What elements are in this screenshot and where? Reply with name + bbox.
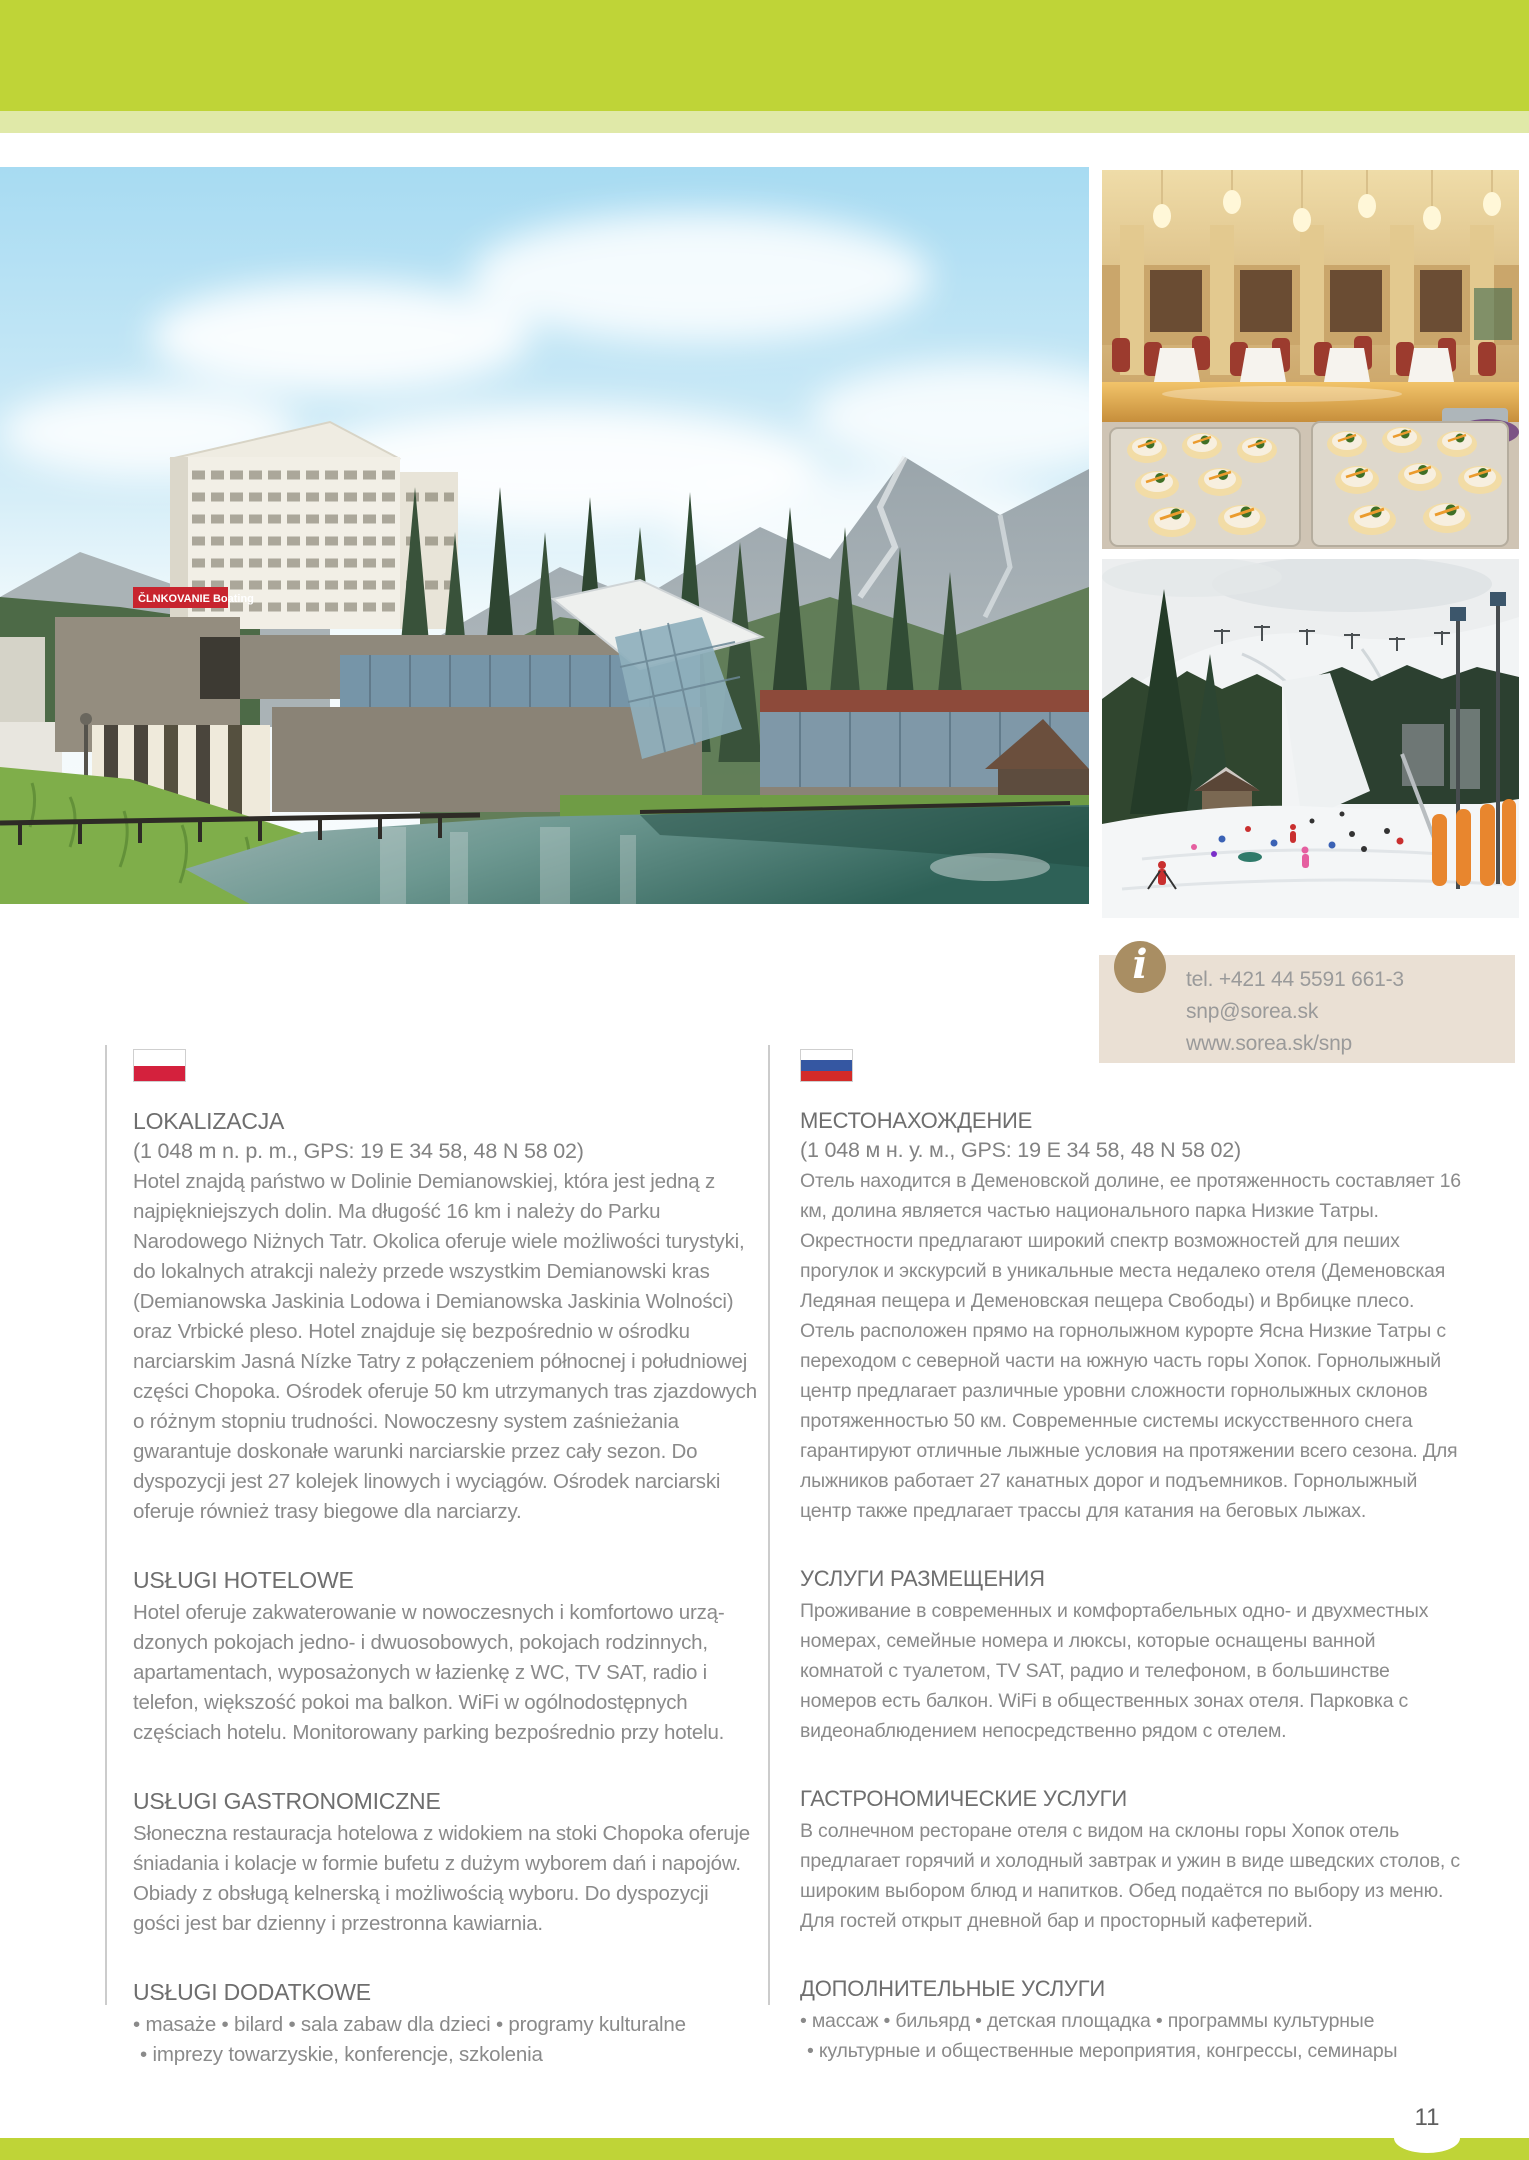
page-number: 11 bbox=[1414, 2104, 1440, 2131]
russian-column bbox=[800, 1049, 1462, 2106]
section-heading: ДОПОЛНИТЕЛЬНЫЕ УСЛУГИ bbox=[800, 1976, 1106, 2001]
header-green-bar bbox=[0, 0, 1529, 111]
section-uslugi-dodatkowe bbox=[133, 1979, 758, 2070]
section-heading: USŁUGI HOTELOWE bbox=[133, 1567, 354, 1593]
boating-sign: ČLNKOVANIE Boating bbox=[138, 593, 254, 605]
section-heading: USŁUGI DODATKOWE bbox=[133, 1979, 371, 2005]
section-uslugi-razmeshcheniya bbox=[800, 1566, 1462, 1746]
ski-slope-photo bbox=[1102, 559, 1519, 918]
bullet-line: • masaże • bilard • sala zabaw dla dzieci • programy kulturalne bbox=[133, 2013, 686, 2036]
section-body: Hotel oferuje zakwaterowanie w nowoczesnych i komfortowo urzą-dzonych pokojach jedno- i dwuosobowych, pokojach rodzinnych, apartamentach, wyposażonych w łazienkę z WC, TV SAT, radio i telefon, większość pokoi ma balkon. WiFi w ogólnodostępnych częściach hotelu. Monitorowany parking bezpośrednio przy hotelu. bbox=[133, 1601, 725, 1744]
bullet-line: • imprezy towarzyskie, konferencje, szkolenia bbox=[140, 2043, 543, 2066]
header-light-strip bbox=[0, 111, 1529, 133]
russian-column-rule bbox=[768, 1045, 770, 2005]
section-uslugi-hotelowe bbox=[133, 1567, 758, 1748]
bullet-line: • массаж • бильярд • детская площадка • программы культурные bbox=[800, 2010, 1375, 2032]
contact-website: www.sorea.sk/snp bbox=[1186, 1032, 1353, 1055]
section-heading: МЕСТОНАХОЖДЕНИЕ bbox=[800, 1108, 1033, 1133]
section-body: Проживание в современных и комфортабельных одно- и двухместных номерах, семейные номера и люксы, которые оснащены ванной комнатой с туалетом, TV SAT, радио и телефоном, в большинстве номеров есть балкон. WiFi в общественных зонах отеля. Парковка с видеонаблюдением непосредственно рядом с отелем. bbox=[800, 1600, 1429, 1742]
section-heading: USŁUGI GASTRONOMICZNE bbox=[133, 1788, 441, 1814]
section-dopolnitelnye-uslugi bbox=[800, 1976, 1462, 2066]
contact-email: snp@sorea.sk bbox=[1186, 1000, 1319, 1023]
contact-phone: tel. +421 44 5591 661-3 bbox=[1186, 968, 1404, 991]
section-gastronomicheskie-uslugi bbox=[800, 1786, 1462, 1936]
hotel-lake-photo bbox=[0, 167, 1089, 904]
footer-green-bar bbox=[0, 2138, 1529, 2160]
polish-column bbox=[133, 1049, 758, 2110]
section-body: В солнечном ресторане отеля с видом на склоны горы Хопок отель предлагает горячий и холодный завтрак и ужин в виде шведских столов, с широким выбором блюд и напитков. Обед подаётся по выбору из меню. Для гостей открыт дневной бар и просторный кафетерий. bbox=[800, 1820, 1460, 1932]
russia-flag-icon bbox=[800, 1049, 853, 1082]
bullet-line: • культурные и общественные мероприятия, конгрессы, семинары bbox=[807, 2040, 1398, 2062]
gps-line: (1 048 m n. p. m., GPS: 19 E 34 58, 48 N 58 02) bbox=[133, 1139, 584, 1163]
poland-flag-icon bbox=[133, 1049, 186, 1082]
section-heading: LOKALIZACJA bbox=[133, 1108, 285, 1134]
section-body: Hotel znajdą państwo w Dolinie Demianowskiej, która jest jedną z najpiękniejszych dolin. Ma długość 16 km i należy do Parku Narodowego Niżnych Tatr. Okolica oferuje wiele możliwości turystyki, do lokalnych atrakcji należy przede wszystkim Demianowski kras (Demianowska Jaskinia Lodowa i Demianowska Jaskinia Wolności) oraz Vrbické pleso. Hotel znajduje się bezpośrednio w ośrodku narciarskim Jasná Nízke Tatry z połączeniem północnej i południowej części Chopoka. Ośrodek oferuje 50 km utrzymanych tras zjazdowych o różnym stopniu trudności. Nowoczesny system zaśnieżania gwarantuje doskonałe warunki narciarskie przez cały sezon. Do dyspozycji jest 27 kolejek linowych i wyciągów. Ośrodek narciarski oferuje również trasy biegowe dla narciarzy. bbox=[133, 1170, 757, 1523]
section-lokalizacja bbox=[133, 1108, 758, 1527]
section-body: Отель находится в Деменовской долине, ее протяженность составляет 16 км, долина является частью национального парка Низкие Татры. Окрестности предлагают широкий спектр возможностей для пеших прогулок и экскурсий в уникальные места недалеко отеля (Деменовская Ледяная пещера и Деменовская пещера Свободы) и Врбицке плесо. Отель расположен прямо на горнолыжном курорте Ясна Низкие Татры с переходом с северной части на южную часть горы Хопок. Горнолыжный центр предлагает различные уровни сложности горнолыжных склонов протяженностью 50 км. Современные системы искусственного снега гарантируют отличные лыжные условия на протяжении всего сезона. Для лыжников работает 27 канатных дорог и подъемников. Горнолыжный центр также предлагает трассы для катания на беговых лыжах. bbox=[800, 1170, 1461, 1522]
section-body: Słoneczna restauracja hotelowa z widokiem na stoki Chopoka oferuje śniadania i kolacje w formie bufetu z dużym wyborem dań i napojów. Obiady z obsługą kelnerską i możliwością wyboru. Do dyspozycji gości jest bar dzienny i przestronna kawiarnia. bbox=[133, 1822, 750, 1935]
section-uslugi-gastronomiczne bbox=[133, 1788, 758, 1939]
polish-column-rule bbox=[105, 1045, 107, 2005]
contact-info bbox=[1186, 964, 1404, 1060]
restaurant-buffet-photo bbox=[1102, 170, 1519, 549]
section-mestonahozhdenie bbox=[800, 1108, 1462, 1526]
info-icon: i bbox=[1114, 941, 1166, 993]
section-heading: ГАСТРОНОМИЧЕСКИЕ УСЛУГИ bbox=[800, 1786, 1127, 1811]
section-heading: УСЛУГИ РАЗМЕЩЕНИЯ bbox=[800, 1566, 1045, 1591]
gps-line: (1 048 м н. у. м., GPS: 19 E 34 58, 48 N 58 02) bbox=[800, 1138, 1242, 1162]
